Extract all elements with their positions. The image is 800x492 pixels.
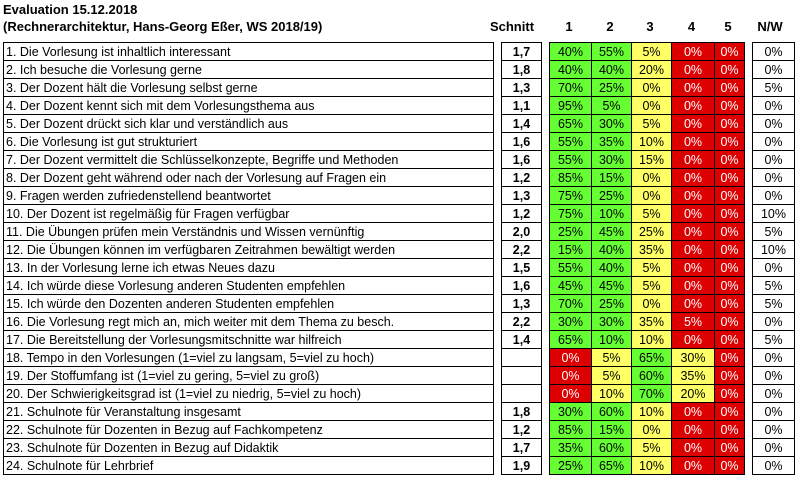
header-rating-4: 4 — [687, 19, 696, 34]
spacer-cell — [542, 97, 550, 115]
rating-4-cell: 0% — [672, 187, 715, 205]
rating-2-cell: 30% — [592, 115, 632, 133]
spacer-cell — [745, 367, 753, 385]
rating-4-cell: 0% — [672, 43, 715, 61]
spacer-cell — [494, 439, 502, 457]
average-cell: 1,4 — [502, 331, 542, 349]
spacer-cell — [542, 223, 550, 241]
rating-1-cell: 55% — [550, 133, 592, 151]
spacer-cell — [542, 385, 550, 403]
rating-3-cell: 0% — [632, 421, 672, 439]
rating-2-cell: 10% — [592, 331, 632, 349]
spacer-cell — [745, 43, 753, 61]
evaluation-table — [3, 42, 795, 475]
table-row — [4, 385, 795, 403]
rating-4-cell: 0% — [672, 133, 715, 151]
average-cell: 1,6 — [502, 277, 542, 295]
rating-3-cell: 0% — [632, 169, 672, 187]
spacer-cell — [494, 187, 502, 205]
table-row — [4, 115, 795, 133]
table-row — [4, 421, 795, 439]
rating-4-cell: 0% — [672, 457, 715, 475]
rating-2-cell: 25% — [592, 295, 632, 313]
header-rating-5: 5 — [724, 19, 732, 34]
spacer-cell — [494, 97, 502, 115]
rating-5-cell: 0% — [715, 421, 745, 439]
table-row — [4, 151, 795, 169]
rating-2-cell: 45% — [592, 277, 632, 295]
nw-cell: 5% — [753, 79, 795, 97]
rating-3-cell: 5% — [632, 115, 672, 133]
rating-3-cell: 70% — [632, 385, 672, 403]
question-cell: 4. Der Dozent kennt sich mit dem Vorlesungsthema aus — [4, 97, 494, 115]
spacer-cell — [745, 313, 753, 331]
rating-2-cell: 30% — [592, 313, 632, 331]
nw-cell: 0% — [753, 313, 795, 331]
rating-2-cell: 60% — [592, 403, 632, 421]
rating-3-cell: 5% — [632, 259, 672, 277]
spacer-cell — [542, 61, 550, 79]
nw-cell: 0% — [753, 439, 795, 457]
average-cell: 1,2 — [502, 169, 542, 187]
spacer-cell — [542, 169, 550, 187]
spacer-cell — [494, 259, 502, 277]
rating-2-cell: 10% — [592, 385, 632, 403]
rating-1-cell: 65% — [550, 115, 592, 133]
nw-cell: 0% — [753, 421, 795, 439]
rating-4-cell: 0% — [672, 331, 715, 349]
header-rating-2: 2 — [606, 19, 614, 34]
rating-4-cell: 0% — [672, 277, 715, 295]
rating-4-cell: 35% — [672, 367, 715, 385]
rating-4-cell: 0% — [672, 439, 715, 457]
rating-1-cell: 55% — [550, 151, 592, 169]
rating-3-cell: 0% — [632, 295, 672, 313]
rating-1-cell: 75% — [550, 205, 592, 223]
spacer-cell — [745, 115, 753, 133]
table-row — [4, 403, 795, 421]
question-cell: 23. Schulnote für Dozenten in Bezug auf Didaktik — [4, 439, 494, 457]
spacer-cell — [494, 313, 502, 331]
rating-3-cell: 20% — [632, 61, 672, 79]
rating-3-cell: 25% — [632, 223, 672, 241]
rating-1-cell: 70% — [550, 79, 592, 97]
nw-cell: 0% — [753, 115, 795, 133]
spacer-cell — [494, 223, 502, 241]
average-cell: 2,0 — [502, 223, 542, 241]
spacer-cell — [745, 385, 753, 403]
spacer-cell — [494, 79, 502, 97]
spacer-cell — [745, 223, 753, 241]
table-row — [4, 457, 795, 475]
rating-2-cell: 30% — [592, 151, 632, 169]
question-cell: 15. Ich würde den Dozenten anderen Studenten empfehlen — [4, 295, 494, 313]
spacer-cell — [745, 277, 753, 295]
rating-4-cell: 0% — [672, 259, 715, 277]
average-cell: 2,2 — [502, 241, 542, 259]
table-row — [4, 169, 795, 187]
spacer-cell — [745, 259, 753, 277]
table-row — [4, 223, 795, 241]
rating-2-cell: 5% — [592, 349, 632, 367]
nw-cell: 0% — [753, 187, 795, 205]
table-row — [4, 277, 795, 295]
average-cell: 1,8 — [502, 403, 542, 421]
rating-4-cell: 5% — [672, 313, 715, 331]
rating-4-cell: 0% — [672, 169, 715, 187]
rating-1-cell: 70% — [550, 295, 592, 313]
nw-cell: 0% — [753, 97, 795, 115]
average-cell: 1,4 — [502, 115, 542, 133]
spacer-cell — [542, 205, 550, 223]
nw-cell: 0% — [753, 367, 795, 385]
spacer-cell — [542, 79, 550, 97]
rating-5-cell: 0% — [715, 43, 745, 61]
evaluation-table-body — [4, 43, 795, 475]
spacer-cell — [745, 349, 753, 367]
rating-2-cell: 5% — [592, 97, 632, 115]
rating-4-cell: 0% — [672, 79, 715, 97]
nw-cell: 5% — [753, 295, 795, 313]
rating-4-cell: 0% — [672, 151, 715, 169]
rating-3-cell: 10% — [632, 133, 672, 151]
rating-5-cell: 0% — [715, 133, 745, 151]
spacer-cell — [745, 187, 753, 205]
rating-1-cell: 0% — [550, 367, 592, 385]
spacer-cell — [745, 61, 753, 79]
table-row — [4, 331, 795, 349]
average-cell: 1,3 — [502, 295, 542, 313]
average-cell — [502, 367, 542, 385]
rating-4-cell: 0% — [672, 295, 715, 313]
rating-4-cell: 20% — [672, 385, 715, 403]
average-cell: 1,3 — [502, 79, 542, 97]
spacer-cell — [745, 457, 753, 475]
rating-5-cell: 0% — [715, 349, 745, 367]
average-cell: 1,2 — [502, 421, 542, 439]
spacer-cell — [542, 457, 550, 475]
question-cell: 12. Die Übungen können im verfügbaren Zeitrahmen bewältigt werden — [4, 241, 494, 259]
spacer-cell — [745, 169, 753, 187]
rating-1-cell: 95% — [550, 97, 592, 115]
spacer-cell — [542, 367, 550, 385]
spacer-cell — [542, 151, 550, 169]
table-row — [4, 97, 795, 115]
spacer-cell — [494, 151, 502, 169]
spacer-cell — [494, 241, 502, 259]
rating-3-cell: 0% — [632, 187, 672, 205]
spacer-cell — [745, 79, 753, 97]
rating-5-cell: 0% — [715, 187, 745, 205]
average-cell: 1,9 — [502, 457, 542, 475]
rating-1-cell: 65% — [550, 331, 592, 349]
nw-cell: 0% — [753, 61, 795, 79]
rating-2-cell: 10% — [592, 205, 632, 223]
rating-5-cell: 0% — [715, 457, 745, 475]
spacer-cell — [745, 151, 753, 169]
average-cell: 1,1 — [502, 97, 542, 115]
rating-5-cell: 0% — [715, 79, 745, 97]
question-cell: 18. Tempo in den Vorlesungen (1=viel zu langsam, 5=viel zu hoch) — [4, 349, 494, 367]
question-cell: 3. Der Dozent hält die Vorlesung selbst gerne — [4, 79, 494, 97]
rating-2-cell: 5% — [592, 367, 632, 385]
rating-1-cell: 75% — [550, 187, 592, 205]
spacer-cell — [542, 313, 550, 331]
question-cell: 14. Ich würde diese Vorlesung anderen Studenten empfehlen — [4, 277, 494, 295]
nw-cell: 0% — [753, 169, 795, 187]
spacer-cell — [494, 295, 502, 313]
spacer-cell — [745, 241, 753, 259]
rating-3-cell: 60% — [632, 367, 672, 385]
spacer-cell — [745, 331, 753, 349]
question-cell: 2. Ich besuche die Vorlesung gerne — [4, 61, 494, 79]
rating-4-cell: 0% — [672, 403, 715, 421]
nw-cell: 10% — [753, 205, 795, 223]
rating-3-cell: 0% — [632, 97, 672, 115]
table-row — [4, 133, 795, 151]
spacer-cell — [494, 115, 502, 133]
question-cell: 17. Die Bereitstellung der Vorlesungsmitschnitte war hilfreich — [4, 331, 494, 349]
table-row — [4, 367, 795, 385]
rating-5-cell: 0% — [715, 295, 745, 313]
rating-4-cell: 0% — [672, 223, 715, 241]
spacer-cell — [494, 133, 502, 151]
nw-cell: 0% — [753, 403, 795, 421]
table-row — [4, 61, 795, 79]
spacer-cell — [542, 349, 550, 367]
rating-4-cell: 30% — [672, 349, 715, 367]
nw-cell: 0% — [753, 349, 795, 367]
rating-1-cell: 30% — [550, 313, 592, 331]
average-cell: 1,2 — [502, 205, 542, 223]
spacer-cell — [745, 97, 753, 115]
rating-1-cell: 40% — [550, 61, 592, 79]
rating-2-cell: 40% — [592, 241, 632, 259]
table-row — [4, 79, 795, 97]
spacer-cell — [745, 295, 753, 313]
average-cell: 1,6 — [502, 133, 542, 151]
spacer-cell — [542, 277, 550, 295]
rating-4-cell: 0% — [672, 205, 715, 223]
spacer-cell — [494, 277, 502, 295]
table-row — [4, 43, 795, 61]
nw-cell: 5% — [753, 277, 795, 295]
table-row — [4, 187, 795, 205]
rating-5-cell: 0% — [715, 313, 745, 331]
page-title: Evaluation 15.12.2018 — [3, 2, 138, 17]
nw-cell: 0% — [753, 385, 795, 403]
question-cell: 9. Fragen werden zufriedenstellend beantwortet — [4, 187, 494, 205]
spacer-cell — [494, 169, 502, 187]
rating-5-cell: 0% — [715, 403, 745, 421]
rating-1-cell: 35% — [550, 439, 592, 457]
rating-5-cell: 0% — [715, 223, 745, 241]
rating-5-cell: 0% — [715, 385, 745, 403]
spacer-cell — [494, 61, 502, 79]
rating-3-cell: 35% — [632, 313, 672, 331]
question-cell: 10. Der Dozent ist regelmäßig für Fragen verfügbar — [4, 205, 494, 223]
nw-cell: 0% — [753, 43, 795, 61]
rating-1-cell: 45% — [550, 277, 592, 295]
average-cell: 1,6 — [502, 151, 542, 169]
rating-3-cell: 15% — [632, 151, 672, 169]
average-cell: 1,7 — [502, 439, 542, 457]
rating-5-cell: 0% — [715, 241, 745, 259]
rating-1-cell: 85% — [550, 421, 592, 439]
rating-1-cell: 55% — [550, 259, 592, 277]
rating-2-cell: 40% — [592, 259, 632, 277]
page-subtitle: (Rechnerarchitektur, Hans-Georg Eßer, WS 2018/19) — [3, 19, 323, 34]
question-cell: 6. Die Vorlesung ist gut strukturiert — [4, 133, 494, 151]
rating-5-cell: 0% — [715, 169, 745, 187]
rating-2-cell: 45% — [592, 223, 632, 241]
rating-5-cell: 0% — [715, 61, 745, 79]
spacer-cell — [542, 403, 550, 421]
spacer-cell — [542, 295, 550, 313]
rating-2-cell: 15% — [592, 421, 632, 439]
nw-cell: 0% — [753, 259, 795, 277]
nw-cell: 5% — [753, 223, 795, 241]
table-row — [4, 349, 795, 367]
rating-4-cell: 0% — [672, 241, 715, 259]
rating-1-cell: 0% — [550, 385, 592, 403]
header-rating-3: 3 — [646, 19, 654, 34]
rating-3-cell: 5% — [632, 439, 672, 457]
rating-3-cell: 5% — [632, 277, 672, 295]
header-schnitt: Schnitt — [489, 19, 535, 34]
spacer-cell — [745, 133, 753, 151]
spacer-cell — [494, 421, 502, 439]
question-cell: 22. Schulnote für Dozenten in Bezug auf Fachkompetenz — [4, 421, 494, 439]
rating-2-cell: 60% — [592, 439, 632, 457]
spacer-cell — [542, 115, 550, 133]
table-row — [4, 313, 795, 331]
spacer-cell — [745, 205, 753, 223]
spacer-cell — [745, 421, 753, 439]
rating-1-cell: 25% — [550, 223, 592, 241]
question-cell: 13. In der Vorlesung lerne ich etwas Neues dazu — [4, 259, 494, 277]
spacer-cell — [494, 349, 502, 367]
question-cell: 8. Der Dozent geht während oder nach der Vorlesung auf Fragen ein — [4, 169, 494, 187]
rating-2-cell: 55% — [592, 43, 632, 61]
rating-5-cell: 0% — [715, 259, 745, 277]
spacer-cell — [542, 421, 550, 439]
spacer-cell — [494, 457, 502, 475]
spacer-cell — [542, 259, 550, 277]
average-cell: 1,3 — [502, 187, 542, 205]
question-cell: 24. Schulnote für Lehrbrief — [4, 457, 494, 475]
header-nw: N/W — [757, 19, 783, 34]
rating-4-cell: 0% — [672, 61, 715, 79]
rating-1-cell: 0% — [550, 349, 592, 367]
spacer-cell — [542, 331, 550, 349]
question-cell: 7. Der Dozent vermittelt die Schlüsselkonzepte, Begriffe und Methoden — [4, 151, 494, 169]
average-cell — [502, 385, 542, 403]
spacer-cell — [542, 43, 550, 61]
average-cell: 1,7 — [502, 43, 542, 61]
rating-3-cell: 5% — [632, 43, 672, 61]
table-row — [4, 439, 795, 457]
rating-5-cell: 0% — [715, 439, 745, 457]
question-cell: 5. Der Dozent drückt sich klar und verständlich aus — [4, 115, 494, 133]
rating-4-cell: 0% — [672, 421, 715, 439]
spacer-cell — [542, 187, 550, 205]
spacer-cell — [494, 43, 502, 61]
nw-cell: 0% — [753, 151, 795, 169]
question-cell: 16. Die Vorlesung regt mich an, mich weiter mit dem Thema zu besch. — [4, 313, 494, 331]
rating-5-cell: 0% — [715, 367, 745, 385]
spacer-cell — [542, 439, 550, 457]
rating-5-cell: 0% — [715, 331, 745, 349]
spacer-cell — [494, 367, 502, 385]
table-row — [4, 205, 795, 223]
rating-1-cell: 85% — [550, 169, 592, 187]
table-row — [4, 259, 795, 277]
spacer-cell — [494, 205, 502, 223]
rating-3-cell: 5% — [632, 205, 672, 223]
spacer-cell — [745, 439, 753, 457]
rating-1-cell: 25% — [550, 457, 592, 475]
question-cell: 20. Der Schwierigkeitsgrad ist (1=viel zu niedrig, 5=viel zu hoch) — [4, 385, 494, 403]
rating-3-cell: 10% — [632, 403, 672, 421]
spacer-cell — [745, 403, 753, 421]
rating-3-cell: 0% — [632, 79, 672, 97]
header-rating-1: 1 — [565, 19, 573, 34]
rating-1-cell: 15% — [550, 241, 592, 259]
rating-1-cell: 30% — [550, 403, 592, 421]
rating-3-cell: 35% — [632, 241, 672, 259]
rating-4-cell: 0% — [672, 97, 715, 115]
spacer-cell — [494, 331, 502, 349]
rating-5-cell: 0% — [715, 277, 745, 295]
rating-2-cell: 65% — [592, 457, 632, 475]
rating-2-cell: 25% — [592, 79, 632, 97]
rating-3-cell: 10% — [632, 457, 672, 475]
average-cell: 1,5 — [502, 259, 542, 277]
table-row — [4, 295, 795, 313]
question-cell: 1. Die Vorlesung ist inhaltlich interessant — [4, 43, 494, 61]
spacer-cell — [542, 133, 550, 151]
question-cell: 11. Die Übungen prüfen mein Verständnis und Wissen vernünftig — [4, 223, 494, 241]
average-cell: 1,8 — [502, 61, 542, 79]
rating-5-cell: 0% — [715, 151, 745, 169]
nw-cell: 5% — [753, 331, 795, 349]
nw-cell: 0% — [753, 133, 795, 151]
question-cell: 21. Schulnote für Veranstaltung insgesamt — [4, 403, 494, 421]
rating-5-cell: 0% — [715, 115, 745, 133]
spacer-cell — [542, 241, 550, 259]
rating-5-cell: 0% — [715, 205, 745, 223]
rating-2-cell: 25% — [592, 187, 632, 205]
rating-4-cell: 0% — [672, 115, 715, 133]
spacer-cell — [494, 385, 502, 403]
rating-5-cell: 0% — [715, 97, 745, 115]
average-cell — [502, 349, 542, 367]
question-cell: 19. Der Stoffumfang ist (1=viel zu gering, 5=viel zu groß) — [4, 367, 494, 385]
rating-2-cell: 40% — [592, 61, 632, 79]
rating-2-cell: 35% — [592, 133, 632, 151]
rating-2-cell: 15% — [592, 169, 632, 187]
nw-cell: 10% — [753, 241, 795, 259]
rating-1-cell: 40% — [550, 43, 592, 61]
rating-3-cell: 10% — [632, 331, 672, 349]
table-row — [4, 241, 795, 259]
average-cell: 2,2 — [502, 313, 542, 331]
rating-3-cell: 65% — [632, 349, 672, 367]
spacer-cell — [494, 403, 502, 421]
nw-cell: 0% — [753, 457, 795, 475]
